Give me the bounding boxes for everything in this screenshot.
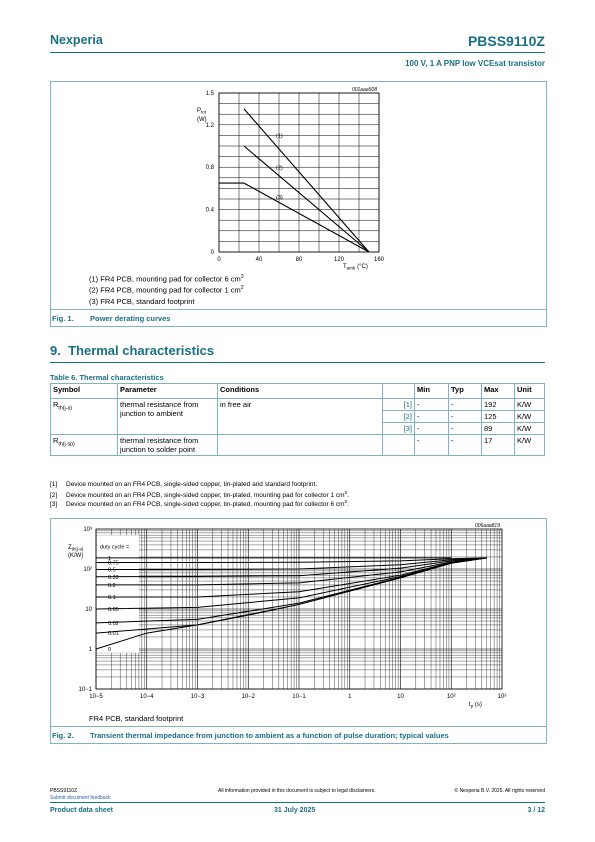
y-axis-unit: (W) [197,117,207,123]
table-note-3: [3] Device mounted on an FR4 PCB, single-sided copper, tin-plated, mounting pad for collector 6 $cm^2$. [50,499,349,509]
conditions-rth-jsp [218,435,383,456]
conditions-rth-ja: in free air [218,399,383,435]
col-conditions: Conditions [218,384,383,399]
figure-2-number: Fig. 2. [52,731,74,740]
x-tick-label: 120 [333,257,345,263]
unit-value: K/W [515,399,545,411]
table-header-row [51,384,545,399]
y-tick-label: 10³ [83,527,92,533]
figure-1-caption [51,309,546,326]
x-tick-label: 40 [255,257,263,263]
x-tick-label: 1 [348,694,352,700]
typ-value: - [449,423,482,435]
figure-1-title: Power derating curves [90,314,171,323]
y-axis-unit: (K/W) [68,553,84,559]
footer-doc-type: Product data sheet [50,807,114,814]
series-line [96,555,487,649]
x-tick-label: 10−4 [139,694,154,700]
col-notes [383,384,415,399]
series-label: 0.1 [108,594,116,601]
table-row [51,435,545,456]
series-label: 0.75 [108,560,119,567]
footer-divider [50,802,545,803]
min-value: - [415,423,449,435]
x-axis-label: $t_p$ (s) [469,702,482,709]
figure-2-title: Transient thermal impedance from junction to ambient as a function of pulse duration; typical values [90,731,449,740]
series-line [219,183,369,252]
col-min: Min [415,384,449,399]
y-tick-label: 1.2 [205,122,214,129]
footer-copyright: © Nexperia B.V. 2025. All rights reserved [454,788,545,794]
fig1-legend-3: (3) FR4 PCB, standard footprint [89,297,195,306]
figure-2 [50,518,547,744]
x-tick-label: 10 [397,694,404,700]
y-axis-label: $Z_{th(j-a)}$ [68,545,84,552]
y-tick-label: 0.8 [205,165,214,172]
series-label: 0.2 [108,582,116,589]
x-tick-label: 10−3 [190,694,205,700]
x-tick-label: 80 [295,257,303,263]
table-note-2: [2] Device mounted on an FR4 PCB, single-sided copper, tin-plated, mounting pad for collector 1 $cm^2$. [50,490,349,500]
y-tick-label: 10² [83,567,92,573]
transient-thermal-impedance-chart [51,519,546,709]
min-value: - [415,399,449,411]
max-value: 125 [482,411,515,423]
legend-title: duty cycle = [100,544,130,551]
unit-value: K/W [515,423,545,435]
table-row [51,399,545,411]
section-divider [50,362,545,363]
symbol-rth-ja: $R_{th(j-a)}$ [51,399,118,435]
series-line [244,109,369,252]
footer-page: 3 / 12 [527,807,545,814]
note-ref-empty [383,435,415,456]
col-typ: Typ [449,384,482,399]
y-axis-label: $P_{tot}$ [197,108,207,115]
curve-label: (3) [276,195,283,201]
header-divider [50,52,545,53]
series-label: 0.05 [108,607,119,613]
series-line [96,555,487,577]
max-value: 192 [482,399,515,411]
note-ref-link[interactable]: [3] [383,423,415,435]
section-title: 9. Thermal characteristics [50,343,215,358]
y-tick-label: 1.5 [205,91,214,97]
y-tick-label: 0 [210,250,214,256]
col-parameter: Parameter [118,384,218,399]
figure-code: 001aaa508 [351,87,377,93]
x-tick-label: 160 [373,257,385,263]
figure-1-number: Fig. 1. [52,314,74,323]
submit-feedback-link[interactable]: Submit document feedback [50,795,111,801]
fig1-legend-2: (2) FR4 PCB, mounting pad for collector 1 $cm^2$ [89,285,244,295]
series-label: 0.5 [108,567,116,574]
fig1-legend-1: (1) FR4 PCB, mounting pad for collector 6 $cm^2$ [89,274,244,284]
symbol-rth-jsp: $R_{th(j-sp)}$ [51,435,118,456]
note-ref-link[interactable]: [1] [383,399,415,411]
col-symbol: Symbol [51,384,118,399]
footer-date: 31 July 2025 [274,807,316,814]
series-line [96,555,487,623]
fig2-note: FR4 PCB, standard footprint [89,714,184,723]
figure-1 [50,81,547,327]
x-axis-label: $T_{amb}$ (°C) [343,264,368,271]
parameter-rth-jsp: thermal resistance from junction to solder point [118,435,218,456]
power-derating-chart [51,82,546,271]
y-tick-label: 10−1 [78,687,92,693]
figure-code: 006aaa819 [474,523,500,529]
x-tick-label: 10² [446,694,456,700]
max-value: 89 [482,423,515,435]
typ-value: - [449,411,482,423]
curve-label: (1) [276,133,283,140]
brand-name: Nexperia [50,33,103,47]
document-subtitle: 100 V, 1 A PNP low VCEsat transistor [405,59,545,68]
typ-value: - [449,399,482,411]
series-label: 0.02 [108,620,119,627]
thermal-table [50,383,545,456]
y-tick-label: 10 [85,607,92,613]
table-note-1: [1] Device mounted on an FR4 PCB, single-sided copper, tin-plated and standard footprint. [50,481,318,488]
y-tick-label: 1 [88,647,92,653]
unit-value: K/W [515,411,545,423]
x-tick-label: 10³ [497,694,507,700]
col-max: Max [482,384,515,399]
curve-label: (2) [276,165,283,172]
note-ref-link[interactable]: [2] [383,411,415,423]
y-tick-label: 0.4 [205,207,214,214]
series-label: 0 [108,647,112,653]
table-title: Table 6. Thermal characteristics [50,373,164,382]
part-number: PBSS9110Z [467,33,545,49]
series-label: 0.01 [108,631,119,638]
unit-value: K/W [515,435,545,456]
footer-disclaimer: All information provided in this document is subject to legal disclaimers. [218,788,376,794]
col-unit: Unit [515,384,545,399]
x-tick-label: 10−1 [292,694,306,700]
x-tick-label: 0 [217,257,221,263]
footer-doc-id: PBSS9110Z [50,788,78,794]
figure-2-caption [51,726,546,743]
parameter-rth-ja: thermal resistance from junction to ambient [118,399,218,435]
min-value: - [415,435,449,456]
series-label: 1 [108,555,112,562]
max-value: 17 [482,435,515,456]
x-tick-label: 10−5 [89,694,103,700]
x-tick-label: 10−2 [241,694,256,700]
series-label: 0.33 [108,574,119,581]
typ-value: - [449,435,482,456]
min-value: - [415,411,449,423]
